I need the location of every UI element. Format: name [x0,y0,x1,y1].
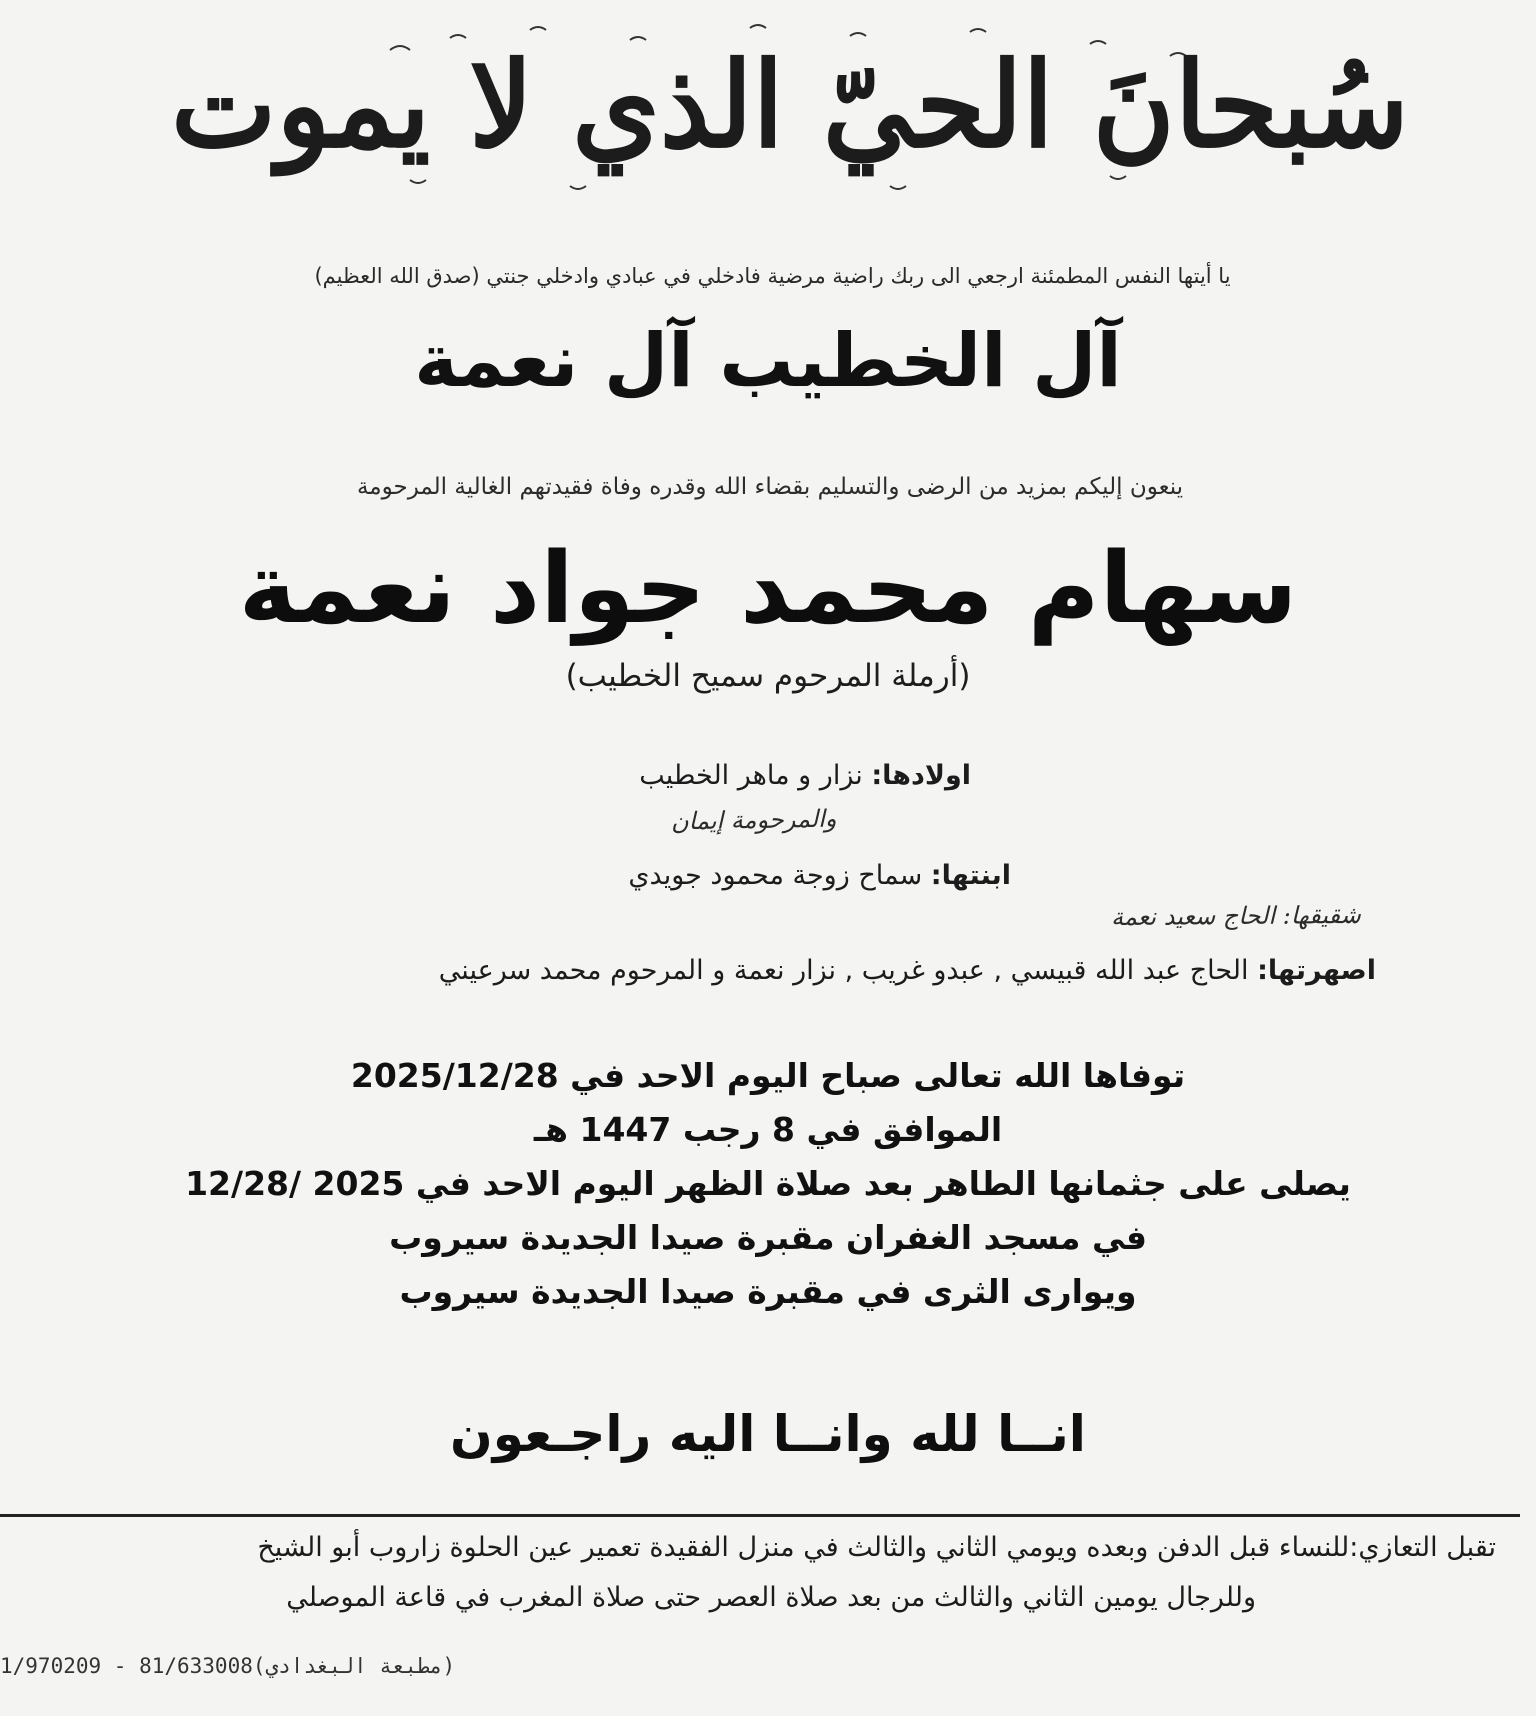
handwritten-note-brother: شقيقها: الحاج سعيد نعمة [1111,900,1362,932]
funeral-prayer: يصلى على جثمانها الطاهر بعد صلاة الظهر اليوم الاحد في 2025 /12/28 [185,1164,1351,1203]
calligraphy-text: سُبحانَ الحيّ الذي لا يموت [171,36,1409,174]
sons-line [639,760,971,791]
handwritten-note-sons: والمرحومة إيمان [670,804,837,836]
sons-value: نزار و ماهر الخطيب [639,760,872,791]
divider [0,1514,1520,1517]
inlaws-line [439,955,1376,986]
condolences-men: وللرجال يومين الثاني والثالث من بعد صلاة العصر حتى صلاة المغرب في قاعة الموصلي [286,1582,1256,1613]
printer-info: 1/970209 - 81/633008(مطبعة البغدادي) [0,1654,456,1678]
hijri-date: الموافق في 8 رجب 1447 هـ [533,1110,1003,1149]
quran-verse: يا أيتها النفس المطمئنة ارجعي الى ربك راضية مرضية فادخلي في عبادي وادخلي جنتي (صدق الله العظيم) [314,264,1231,288]
daughter-label: ابنتها: [930,860,1011,891]
widow-note: (أرملة المرحوم سميح الخطيب) [565,658,971,694]
burial-location: ويوارى الثرى في مقبرة صيدا الجديدة سيروب [399,1272,1137,1311]
death-date: توفاها الله تعالى صباح اليوم الاحد في 2025/12/28 [350,1056,1186,1095]
closing-verse: انــا لله وانــا اليه راجـعون [450,1405,1086,1463]
sons-label: اولادها: [871,760,971,791]
mosque-location: في مسجد الغفران مقبرة صيدا الجديدة سيروب [389,1218,1147,1257]
condolences-women: تقبل التعازي:للنساء قبل الدفن وبعده ويومي الثاني والثالث في منزل الفقيدة تعمير عين الحلوة زاروب أبو الشيخ [257,1532,1496,1563]
calligraphy-header [171,10,1409,200]
deceased-name: سهام محمد جواد نعمة [238,532,1298,646]
daughter-value: سماح زوجة محمود جويدي [628,860,931,891]
inlaws-label: اصهرتها: [1257,955,1376,986]
announcement-intro: ينعون إليكم بمزيد من الرضى والتسليم بقضاء الله وقدره وفاة فقيدتهم الغالية المرحومة [356,474,1184,500]
family-name: آل الخطيب آل نعمة [414,318,1122,404]
inlaws-value: الحاج عبد الله قبيسي , عبدو غريب , نزار نعمة و المرحوم محمد سرعيني [438,955,1258,986]
daughter-line [628,860,1011,891]
